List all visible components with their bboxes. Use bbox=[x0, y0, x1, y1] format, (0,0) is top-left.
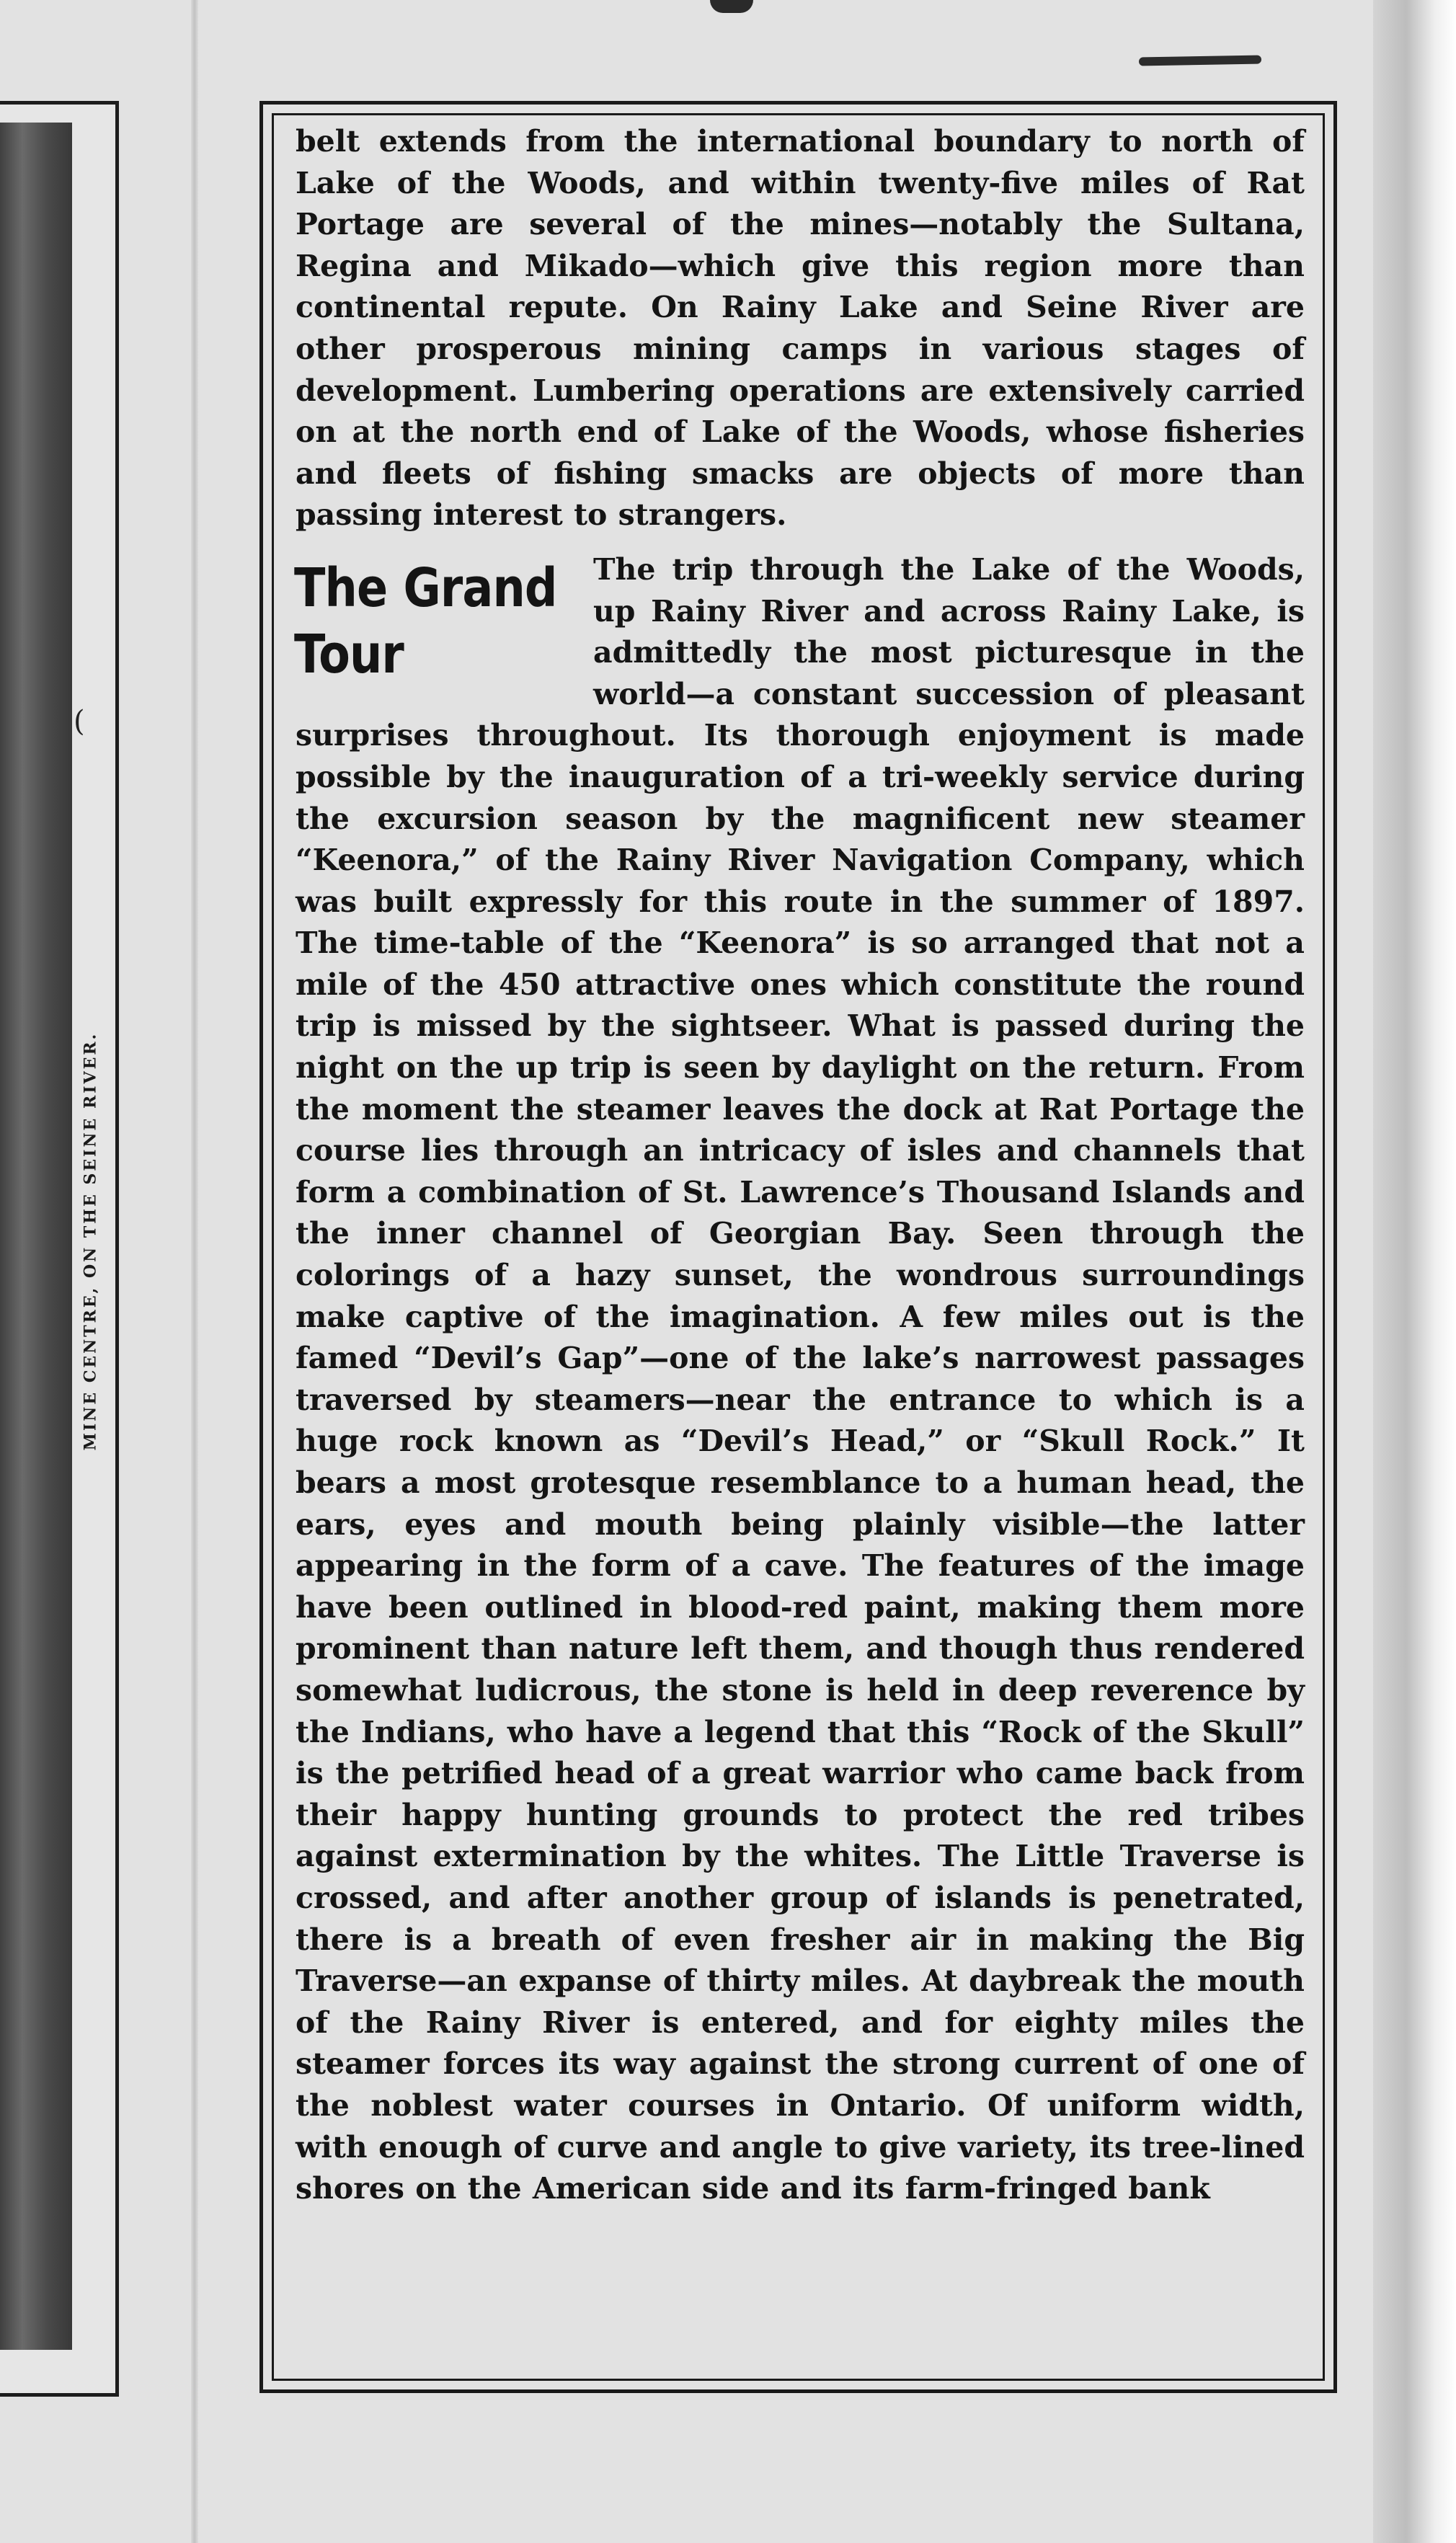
mine-photo bbox=[0, 123, 72, 2350]
section-heading bbox=[294, 555, 557, 703]
section-heading-line2: Tour bbox=[294, 623, 404, 685]
intro-paragraph: belt extends from the international boundary to north of Lake of the Woods, and within twenty-five miles of Rat Portage are several of the mines—notably the Sultana, Regina and Mikado—which give this region more than continental repute. On Rainy Lake and Seine River are other prosperous mining camps in various stages of development. Lumbering operations are extensively carried on at the north end of Lake of the Woods, whose fisheries and fleets of fishing smacks are objects of more than passing interest to strangers. bbox=[296, 124, 1305, 533]
photo-caption-wrap bbox=[72, 1011, 108, 1472]
photo-caption: MINE CENTRE, ON THE SEINE RIVER. bbox=[81, 1031, 100, 1451]
section-paragraph: The trip through the Lake of the Woods, up Rainy River and across Rainy Lake, is admittedly the most picturesque in the world—a constant succession of pleasant surprises throughout. Its thorough enjoyment is made possible by the inauguration of a tri-weekly service during the excursion season by the magnificent new steamer “Keenora,” of the Rainy River Navigation Company, which was built expressly for this route in the summer of 1897. The time-table of the “Keenora” is so arranged that not a mile of the 450 attractive ones which constitute the round trip is missed by the sightseer. What is passed during the night on the up trip is seen by daylight on the return. From the moment the steamer leaves the dock at Rat Portage the course lies through an intricacy of isles and channels that form a combination of St. Lawrence’s Thousand Islands and the inner channel of Georgian Bay. Seen through the colorings of a hazy sunset, the wondrous surroundings make captive of the imagination. A few miles out is the famed “Devil’s Gap”—one of the lake’s narrowest passages traversed by steamers—near the entrance to which is a huge rock known as “Devil’s Head,” or “Skull Rock.” It bears a most grotesque resemblance to a human head, the ears, eyes and mouth being plainly visible—the latter appearing in the form of a cave. The features of the image have been outlined in blood-red paint, making them more prominent than nature left them, and though thus rendered somewhat ludicrous, the stone is held in deep reverence by the Indians, who have a legend that this “Rock of the Skull” is the petrified head of a great warrior who came back from their happy hunting grounds to protect the red tribes against extermination by the whites. The Little Traverse is crossed, and after another group of islands is penetrated, there is a breath of even fresher air in making the Big Traverse—an expanse of thirty miles. At daybreak the mouth of the Rainy River is entered, and for eighty miles the steamer forces its way against the strong current of one of the noblest water courses in Ontario. Of uniform width, with enough of curve and angle to give variety, its tree-lined shores on the American side and its farm-fringed bank bbox=[296, 551, 1305, 2206]
page-fold bbox=[191, 0, 198, 2543]
page-edge-shadow bbox=[1373, 0, 1456, 2543]
binding-mark bbox=[710, 0, 753, 13]
stray-mark: ( bbox=[74, 705, 85, 738]
section-heading-line1: The Grand bbox=[294, 556, 557, 619]
article-body bbox=[296, 121, 1305, 2210]
